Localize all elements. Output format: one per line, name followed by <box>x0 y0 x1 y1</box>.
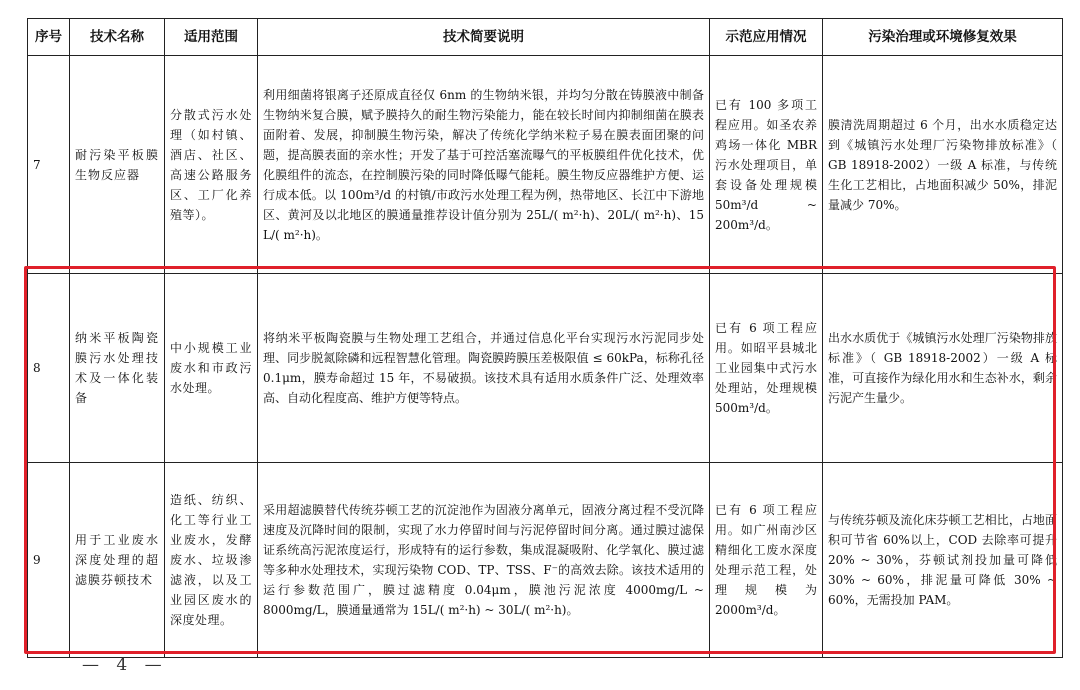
row-scope: 造纸、纺织、化工等行业工业废水，发酵废水、垃圾渗滤液，以及工业园区废水的深度处理。 <box>165 463 258 658</box>
document-page <box>27 18 1062 658</box>
header-index: 序号 <box>28 19 70 56</box>
row-description: 将纳米平板陶瓷膜与生物处理工艺组合，并通过信息化平台实现污水污泥同步处理、同步脱氮除磷和远程智慧化管理。陶瓷膜跨膜压差极限值 ≤ 60kPa，标称孔径 0.1μm，膜寿命超过 15 年，不易破损。该技术具有适用水质条件广泛、处理效率高、自动化程度高、维护方便等特点。 <box>258 274 710 463</box>
header-scope: 适用范围 <box>165 19 258 56</box>
header-application: 示范应用情况 <box>710 19 823 56</box>
row-application: 已有 6 项工程应用。如昭平县城北工业园集中式污水处理站，处理规模 500m³/d。 <box>710 274 823 463</box>
row-effect: 与传统芬顿及流化床芬顿工艺相比，占地面积可节省 60%以上，COD 去除率可提升 20% ~ 30%，芬顿试剂投加量可降低 30% ~ 60%，排泥量可降低 30% ~ 60%，无需投加 PAM。 <box>823 463 1063 658</box>
row-tech-name: 用于工业废水深度处理的超滤膜芬顿技术 <box>70 463 165 658</box>
table-header-row <box>28 19 1063 56</box>
technology-table <box>27 18 1063 658</box>
header-description: 技术简要说明 <box>258 19 710 56</box>
row-application: 已有 100 多项工程应用。如圣农养鸡场一体化 MBR 污水处理项目，单套设备处理规模 50m³/d ~ 200m³/d。 <box>710 56 823 274</box>
table-row <box>28 463 1063 658</box>
row-tech-name: 纳米平板陶瓷膜污水处理技术及一体化装备 <box>70 274 165 463</box>
row-index: 7 <box>28 56 70 274</box>
row-effect: 膜清洗周期超过 6 个月，出水水质稳定达到《城镇污水处理厂污染物排放标准》（ GB 18918-2002）一级 A 标准，与传统生化工艺相比，占地面积减少 50%，排泥量减少 70%。 <box>823 56 1063 274</box>
row-scope: 分散式污水处理（如村镇、酒店、社区、高速公路服务区、工厂化养殖等）。 <box>165 56 258 274</box>
row-application: 已有 6 项工程应用。如广州南沙区精细化工废水深度处理示范工程，处理规模为 2000m³/d。 <box>710 463 823 658</box>
row-index: 8 <box>28 274 70 463</box>
row-tech-name: 耐污染平板膜生物反应器 <box>70 56 165 274</box>
row-description: 利用细菌将银离子还原成直径仅 6nm 的生物纳米银，并均匀分散在铸膜液中制备生物纳米复合膜，赋予膜持久的耐生物污染能力，能在较长时间内抑制细菌在膜表面附着、发展，抑制膜生物污染，解决了传统化学纳米粒子易在膜表面团聚的问题，提高膜表面的亲水性；开发了基于可控活塞流曝气的平板膜组件优化技术，优化膜组件的流态，在控制膜污染的同时降低曝气能耗。膜生物反应器维护方便、运行成本低。以 100m³/d 的村镇/市政污水处理工程为例，热带地区、长江中下游地区、黄河及以北地区的膜通量推荐设计值分别为 25L/( m²·h)、20L/( m²·h)、15 L/( m²·h)。 <box>258 56 710 274</box>
row-description: 采用超滤膜替代传统芬顿工艺的沉淀池作为固液分离单元，固液分离过程不受沉降速度及沉降时间的限制，实现了水力停留时间与污泥停留时间分离。通过膜过滤保证系统高污泥浓度运行，形成特有的运行参数，集成混凝吸附、化学氧化、膜过滤等多种水处理技术，实现污染物 COD、TP、TSS、F⁻的高效去除。该技术适用的运行参数范围广，膜过滤精度 0.04μm，膜池污泥浓度 4000mg/L ~ 8000mg/L，膜通量通常为 15L/( m²·h) ~ 30L/( m²·h)。 <box>258 463 710 658</box>
header-effect: 污染治理或环境修复效果 <box>823 19 1063 56</box>
table-row <box>28 274 1063 463</box>
row-scope: 中小规模工业废水和市政污水处理。 <box>165 274 258 463</box>
page-number: — 4 — <box>82 655 168 675</box>
header-tech-name: 技术名称 <box>70 19 165 56</box>
row-effect: 出水水质优于《城镇污水处理厂污染物排放标准》（ GB 18918-2002）一级 A 标准，可直接作为绿化用水和生态补水，剩余污泥产生量少。 <box>823 274 1063 463</box>
table-row <box>28 56 1063 274</box>
row-index: 9 <box>28 463 70 658</box>
